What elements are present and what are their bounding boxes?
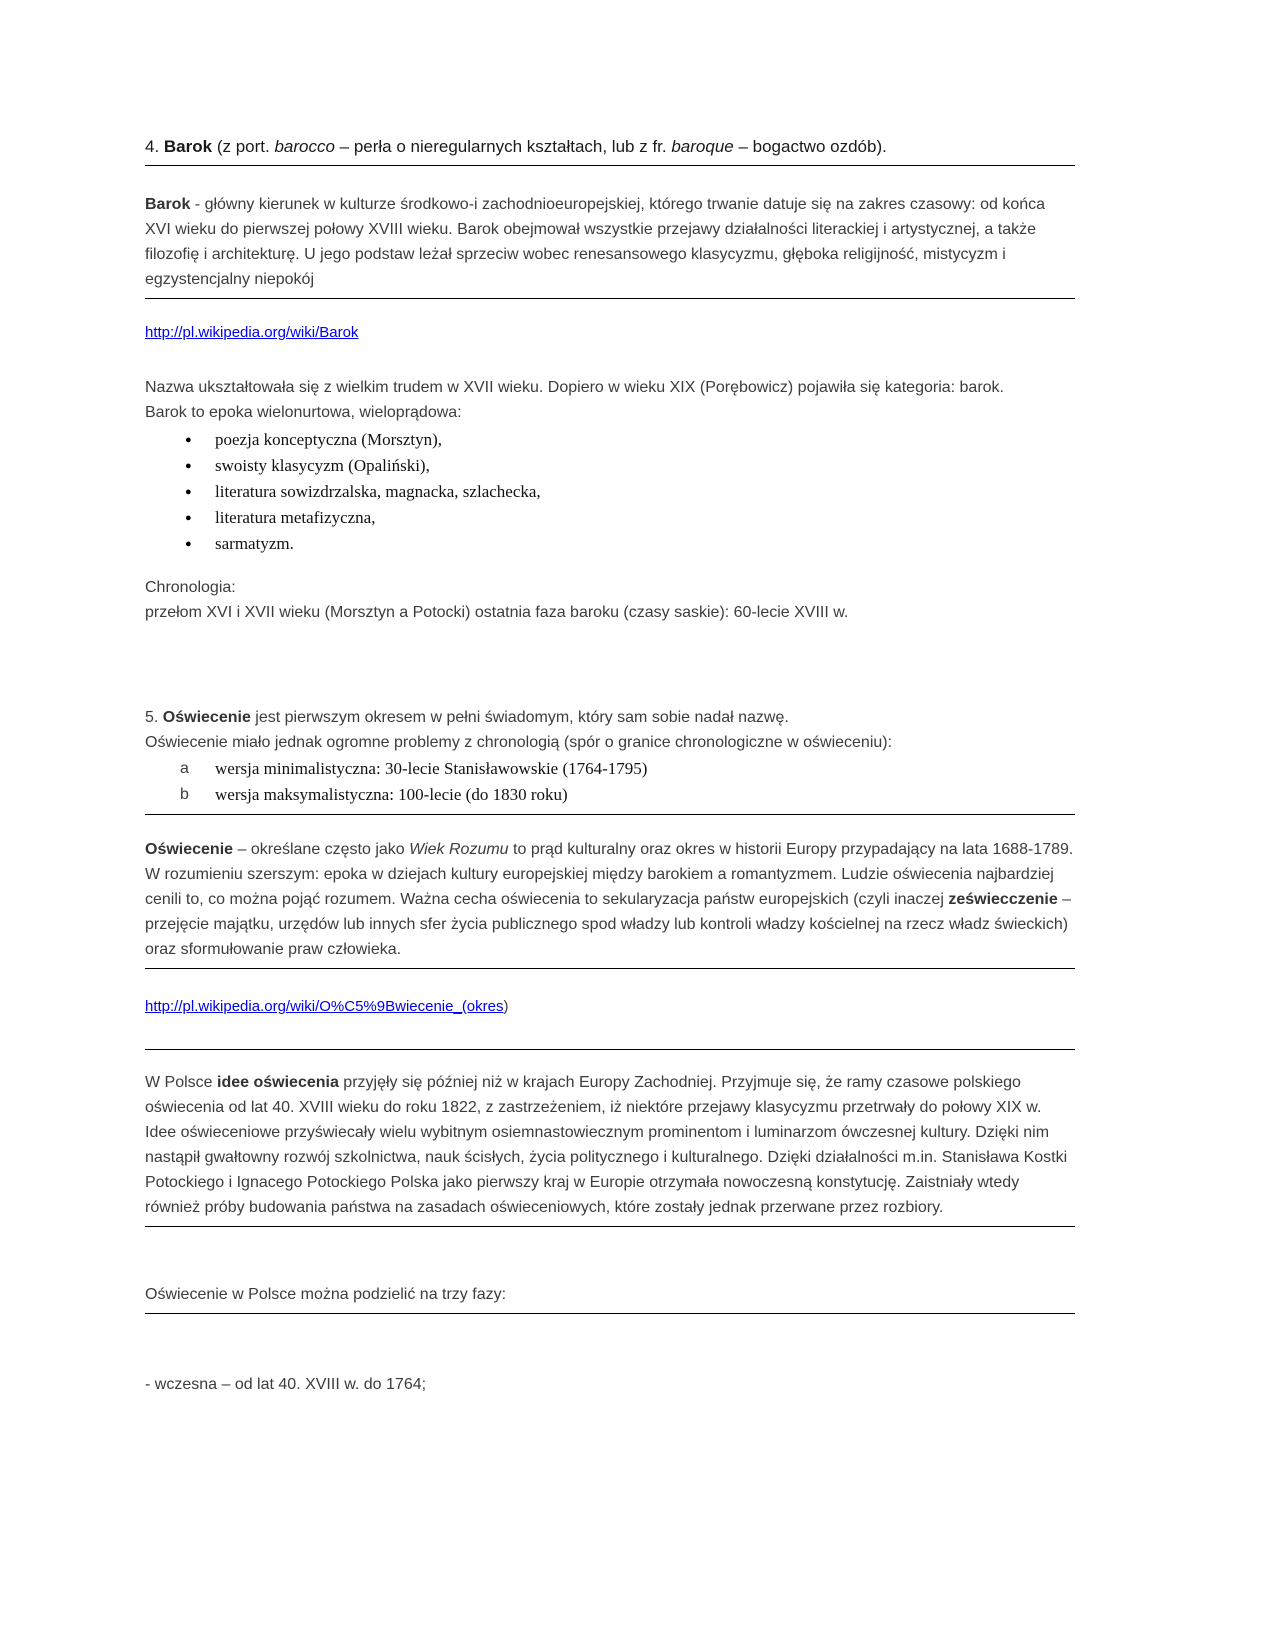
barok-wikipedia-link[interactable]: http://pl.wikipedia.org/wiki/Barok: [145, 324, 359, 342]
heading-text: – bogactwo ozdób).: [733, 137, 887, 156]
bullet-icon: ●: [185, 434, 192, 447]
bullet-icon: ●: [185, 460, 192, 473]
faza-wczesna-line: - wczesna – od lat 40. XVIII w. do 1764;: [145, 1376, 427, 1394]
version-maximalistic: wersja maksymalistyczna: 100-lecie (do 1830 roku): [215, 785, 568, 805]
list-item-text: literatura sowizdrzalska, magnacka, szlachecka,: [215, 482, 541, 502]
list-item-text: poezja konceptyczna (Morsztyn),: [215, 430, 443, 450]
list-marker-a: a: [180, 760, 189, 778]
list-item: [145, 453, 1075, 479]
list-item: [145, 427, 1075, 453]
barok-currents-list: [145, 427, 1075, 557]
divider: [145, 1049, 1075, 1050]
heading-text: jest pierwszym okresem w pełni świadomym, który sam sobie nadał nazwę.: [250, 709, 789, 727]
section-5-heading: [145, 705, 1075, 755]
fazy-heading: Oświecenie w Polsce można podzielić na trzy fazy:: [145, 1282, 1075, 1314]
oswiecenie-definition-text: – przejęcie majątku, urzędów lub innych sfer życia publicznego spod władzy lub kontroli władzy kościelnej na rzecz władz świeckich) oraz sformułowanie praw człowieka.: [145, 891, 1072, 959]
version-minimalistic: wersja minimalistyczna: 30-lecie Stanisławowskie (1764-1795): [215, 759, 648, 779]
wiek-rozumu-italic: Wiek Rozumu: [409, 841, 509, 859]
polska-text: W Polsce: [145, 1074, 218, 1092]
heading-text: – perła o nieregularnych kształtach, lub z fr.: [334, 137, 672, 156]
list-item: [145, 505, 1075, 531]
barok-link-line: [145, 323, 1075, 343]
section-4-heading: [145, 136, 1075, 166]
zeswiecczenie-term: zeświecczenie: [948, 891, 1058, 909]
polska-paragraph: [145, 1070, 1075, 1227]
heading-term-barok: Barok: [163, 137, 213, 156]
heading-text: (z port.: [212, 137, 275, 156]
chronologia-paragraph: [145, 575, 1075, 625]
list-marker-b: b: [180, 786, 189, 804]
oswiecenie-wikipedia-link[interactable]: http://pl.wikipedia.org/wiki/O%C5%9Bwiecenie_(okres: [145, 998, 504, 1016]
barok-definition-text: - główny kierunek w kulturze środkowo-i zachodnioeuropejskiej, którego trwanie datuje się na zakres czasowy: od końca XVI wieku do pierwszej połowy XVIII wieku. Barok obejmował wszystkie przejawy działalności literackiej i artystycznej, a także filozofię i architekturę. U jego podstaw leżał sprzeciw wobec renesansowego klasycyzmu, głęboka religijność, mistycyzm i egzystencjalny niepokój: [145, 196, 1046, 289]
nazwa-paragraph: [145, 375, 1075, 425]
barok-term: Barok: [145, 196, 191, 214]
idee-oswiecenia-term: idee oświecenia: [217, 1074, 339, 1092]
list-item: [145, 782, 1075, 808]
list-item-text: literatura metafizyczna,: [215, 508, 376, 528]
section-5-subheading: Oświecenie miało jednak ogromne problemy z chronologią (spór o granice chronologiczne w oświeceniu):: [145, 734, 893, 752]
bullet-icon: ●: [185, 538, 192, 551]
chronologia-label: Chronologia:: [145, 579, 236, 597]
chronology-versions-list: [145, 756, 1075, 815]
oswiecenie-definition-text: to prąd kulturalny oraz okres w historii Europy przypadający na lata 1688-1789. W rozumieniu szerszym: epoka w dziejach kultury europejskiej między barokiem a romantyzmem. Ludzie oświecenia najbardziej cenili to, co można pojąć rozumem. Ważna cecha oświecenia to sekularyzacja państw europejskich (czyli inaczej: [145, 841, 1074, 909]
list-item: [145, 479, 1075, 505]
oswiecenie-link-line: [145, 997, 1075, 1017]
nazwa-line-2: Barok to epoka wielonurtowa, wieloprądowa:: [145, 404, 462, 422]
list-item: [145, 756, 1075, 782]
nazwa-line-1: Nazwa ukształtowała się z wielkim trudem w XVII wieku. Dopiero w wieku XIX (Porębowicz) pojawiła się kategoria: barok.: [145, 379, 1004, 397]
barok-definition-paragraph: [145, 192, 1075, 299]
oswiecenie-definition-text: – określane często jako: [233, 841, 410, 859]
heading-term-oswiecenie: Oświecenie: [162, 709, 251, 727]
heading-number: 4.: [145, 137, 164, 156]
list-item-text: swoisty klasycyzm (Opaliński),: [215, 456, 430, 476]
list-item-text: sarmatyzm.: [215, 534, 294, 554]
heading-italic-barocco: barocco: [274, 137, 335, 156]
oswiecenie-term: Oświecenie: [145, 841, 234, 859]
polska-text: przyjęły się później niż w krajach Europy Zachodniej. Przyjmuje się, że ramy czasowe polskiego oświecenia od lat 40. XVIII wieku do roku 1822, z zastrzeżeniem, iż niektóre przejawy klasycyzmu przetrwały do połowy XIX w. Idee oświeceniowe przyświecały wielu wybitnym osiemnastowiecznym prominentom i luminarzom ówczesnej kultury. Dzięki nim nastąpił gwałtowny rozwój szkolnictwa, nauk ścisłych, życia politycznego i kulturalnego. Dzięki działalności m.in. Stanisława Kostki Potockiego i Ignacego Potockiego Polska jako pierwszy kraj w Europie otrzymała nowoczesną konstytucję. Zaistniały wtedy również próby budowania państwa na zasadach oświeceniowych, które zostały jednak przerwane przez rozbiory.: [145, 1074, 1068, 1217]
bullet-icon: ●: [185, 486, 192, 499]
heading-number: 5.: [145, 709, 163, 727]
link-suffix-paren: ): [503, 998, 509, 1016]
oswiecenie-definition-paragraph: [145, 837, 1075, 969]
chronologia-text: przełom XVI i XVII wieku (Morsztyn a Potocki) ostatnia faza baroku (czasy saskie): 60-lecie XVIII w.: [145, 604, 849, 622]
heading-italic-baroque: baroque: [671, 137, 734, 156]
list-item: [145, 531, 1075, 557]
bullet-icon: ●: [185, 512, 192, 525]
